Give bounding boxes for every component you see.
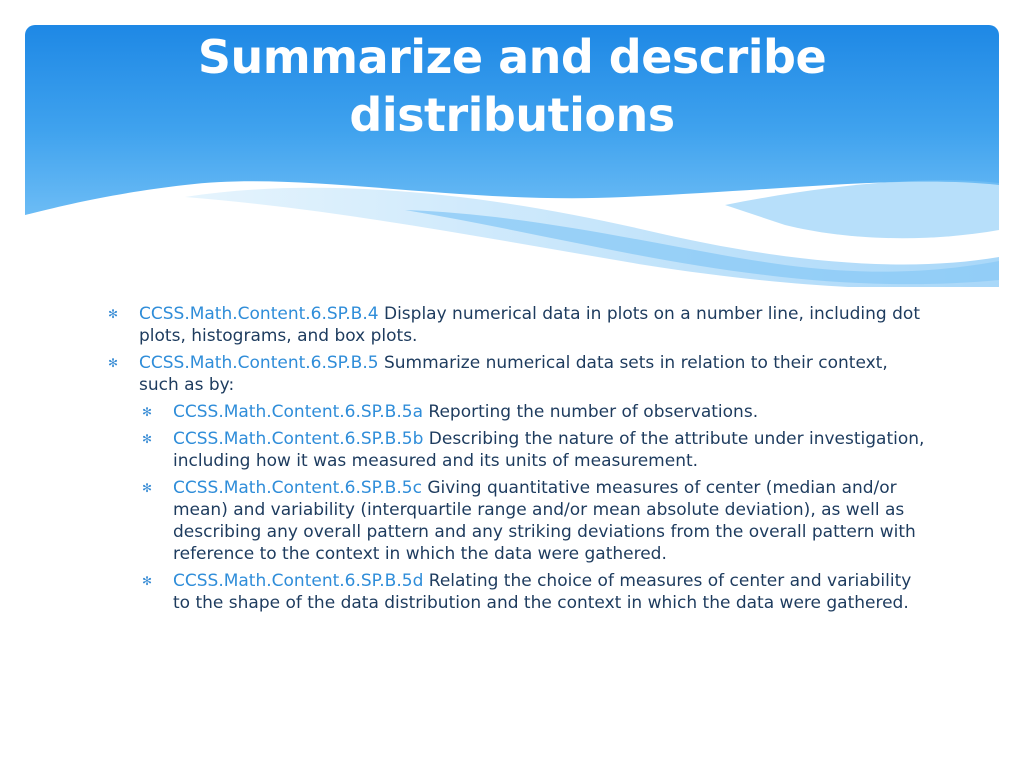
sub-list-item [142,428,928,472]
list-item [108,352,928,396]
title-line-1: Summarize and describe [197,30,827,84]
sub-list-item [142,570,928,614]
title-line-2: distributions [349,88,675,142]
asterisk-bullet-icon: ✻ [142,574,153,588]
list-item [108,303,928,347]
standard-text: Display numerical data in plots on a number line, including dot plots, histograms, and box plots. [139,304,920,346]
standard-code: CCSS.Math.Content.6.SP.B.5a [173,402,423,422]
asterisk-bullet-icon: ✻ [108,307,119,321]
asterisk-bullet-icon: ✻ [142,405,153,419]
sub-list-item [142,477,928,565]
asterisk-bullet-icon: ✻ [108,356,119,370]
standard-code: CCSS.Math.Content.6.SP.B.4 [139,304,379,324]
asterisk-bullet-icon: ✻ [142,481,153,495]
standard-text: Giving quantitative measures of center (median and/or mean) and variability (interquartile range and/or mean absolute deviation), as well as describing any overall pattern and any striking deviations from the overall pattern with reference to the context in which the data were gathered. [173,478,916,564]
standard-text: Relating the choice of measures of center and variability to the shape of the data distribution and the context in which the data were gathered. [173,571,912,613]
standard-code: CCSS.Math.Content.6.SP.B.5d [173,571,424,591]
standard-text: Reporting the number of observations. [423,402,759,422]
slide-title [25,28,999,144]
standards-list [108,303,928,619]
standard-code: CCSS.Math.Content.6.SP.B.5c [173,478,422,498]
standard-text: Describing the nature of the attribute under investigation, including how it was measured and its units of measurement. [173,429,925,471]
asterisk-bullet-icon: ✻ [142,432,153,446]
sub-list-item [142,401,928,423]
standard-code: CCSS.Math.Content.6.SP.B.5 [139,353,379,373]
standard-code: CCSS.Math.Content.6.SP.B.5b [173,429,424,449]
standard-text: Summarize numerical data sets in relation to their context, such as by: [139,353,888,395]
